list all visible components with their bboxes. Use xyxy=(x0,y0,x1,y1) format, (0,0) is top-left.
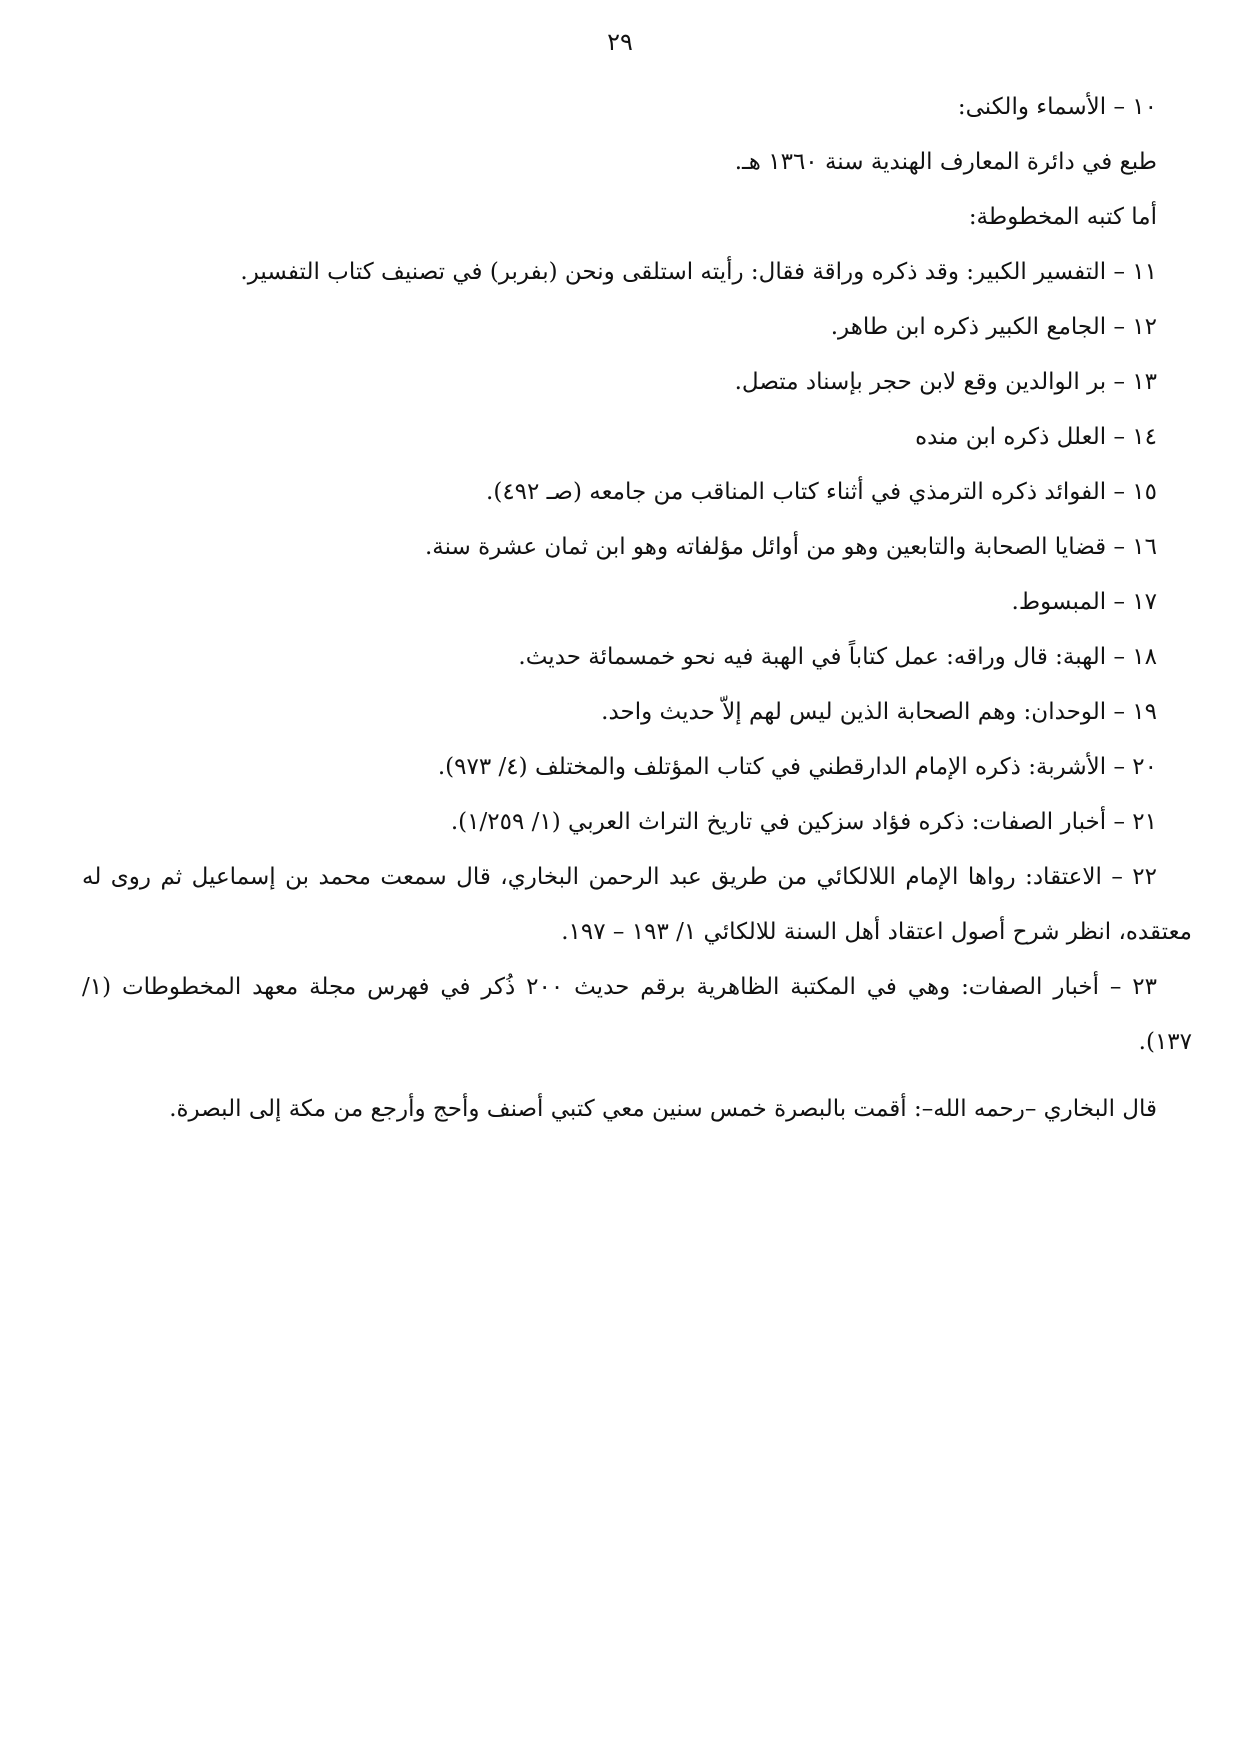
item-11: ١١ – التفسير الكبير: وقد ذكره وراقة فقال: رأيته استلقى ونحن (بفربر) في تصنيف كتاب التفسير. xyxy=(240,259,1157,285)
item-13: ١٣ – بر الوالدين وقع لابن حجر بإسناد متصل. xyxy=(734,369,1157,395)
item-20: ٢٠ – الأشربة: ذكره الإمام الدارقطني في كتاب المؤتلف والمختلف (٤/ ٩٧٣). xyxy=(437,754,1157,780)
item-12: ١٢ – الجامع الكبير ذكره ابن طاهر. xyxy=(830,314,1157,340)
item-17: ١٧ – المبسوط. xyxy=(1011,589,1157,615)
item-14: ١٤ – العلل ذكره ابن منده xyxy=(915,424,1157,450)
manuscripts-heading: أما كتبه المخطوطة: xyxy=(968,204,1157,230)
page-number: ٢٩ xyxy=(607,28,633,56)
item-10-title: ١٠ – الأسماء والكنى: xyxy=(957,94,1157,120)
item-23-continuation: ١٣٧). xyxy=(1138,1029,1192,1055)
item-15: ١٥ – الفوائد ذكره الترمذي في أثناء كتاب المناقب من جامعه (صـ ٤٩٢). xyxy=(486,479,1157,505)
item-10-note: طبع في دائرة المعارف الهندية سنة ١٣٦٠ هـ. xyxy=(734,149,1157,175)
item-19: ١٩ – الوحدان: وهم الصحابة الذين ليس لهم إلاّ حديث واحد. xyxy=(601,699,1157,725)
item-22: ٢٢ – الاعتقاد: رواها الإمام اللالكائي من طريق عبد الرحمن البخاري، قال سمعت محمد بن إسماعيل ثم روى له xyxy=(82,864,1157,890)
item-23: ٢٣ – أخبار الصفات: وهي في المكتبة الظاهرية برقم حديث ٢٠٠ ذُكر في فهرس مجلة معهد المخطوطات (١/ xyxy=(82,974,1157,1000)
body-text xyxy=(82,80,1192,1137)
closing-quote: قال البخاري –رحمه الله–: أقمت بالبصرة خمس سنين معي كتبي أصنف وأحج وأرجع من مكة إلى البصرة. xyxy=(169,1096,1157,1122)
paragraph-gap xyxy=(82,1070,1157,1082)
item-21: ٢١ – أخبار الصفات: ذكره فؤاد سزكين في تاريخ التراث العربي (١/ ١/٢٥٩). xyxy=(450,809,1157,835)
item-22-continuation: معتقده، انظر شرح أصول اعتقاد أهل السنة للالكائي ١/ ١٩٣ – ١٩٧. xyxy=(561,919,1192,945)
item-18: ١٨ – الهبة: قال وراقه: عمل كتاباً في الهبة فيه نحو خمسمائة حديث. xyxy=(518,644,1157,670)
item-16: ١٦ – قضايا الصحابة والتابعين وهو من أوائل مؤلفاته وهو ابن ثمان عشرة سنة. xyxy=(424,534,1157,560)
